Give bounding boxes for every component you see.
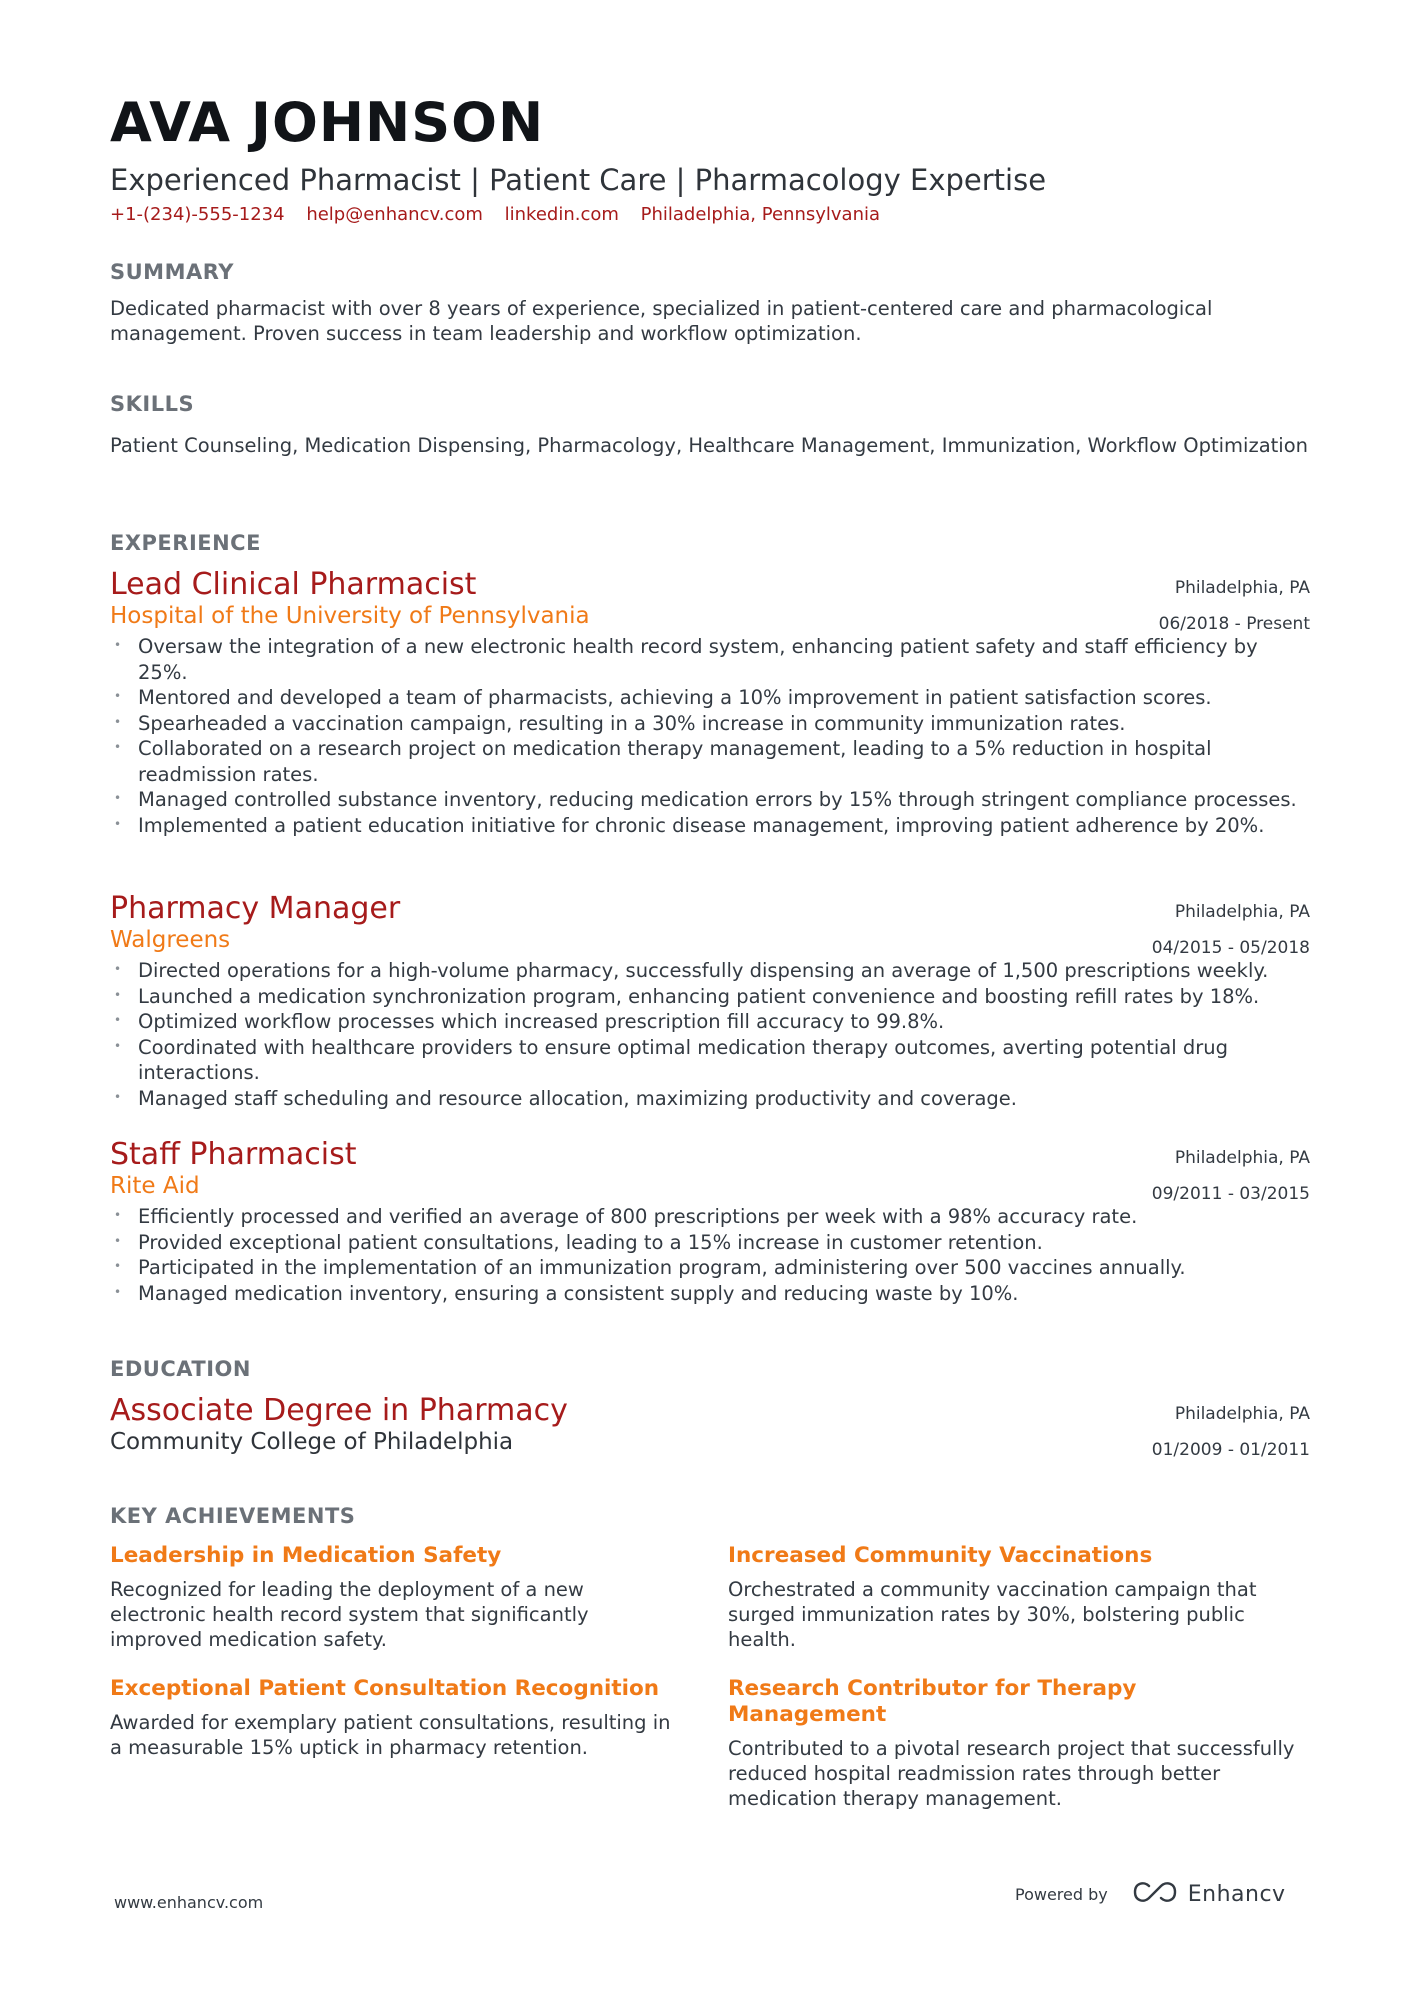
- education-location: Philadelphia, PA: [1174, 1404, 1310, 1424]
- summary-text: Dedicated pharmacist with over 8 years of experience, specialized in patient-centered care and pharmacological management. Proven success in team leadership and workflow optimization.: [110, 297, 1213, 345]
- list-item: • Participated in the implementation of an immunization program, administering over 500 vaccines annually.: [110, 1255, 1310, 1281]
- job-dates: 04/2015 - 05/2018: [1151, 938, 1310, 958]
- achievement-desc: Contributed to a pivotal research project that successfully reduced hospital readmission rates through better medication therapy management.: [728, 1736, 1295, 1810]
- list-item: • Mentored and developed a team of pharmacists, achieving a 10% improvement in patient satisfaction scores.: [110, 685, 1310, 711]
- achievement-item: [110, 1676, 680, 1760]
- skills-text: Patient Counseling, Medication Dispensing, Pharmacology, Healthcare Management, Immunization, Workflow Optimization: [110, 434, 1308, 457]
- job-location: Philadelphia, PA: [1174, 1148, 1310, 1168]
- achievement-item: [110, 1543, 680, 1652]
- achievements-heading: KEY ACHIEVEMENTS: [110, 1504, 356, 1528]
- education-dates: 01/2009 - 01/2011: [1151, 1440, 1310, 1460]
- list-item: • Launched a medication synchronization program, enhancing patient convenience and boosting refill rates by 18%.: [110, 984, 1310, 1010]
- achievement-title: Research Contributor for Therapy Management: [728, 1676, 1137, 1727]
- job-location: Philadelphia, PA: [1174, 578, 1310, 598]
- list-item: • Spearheaded a vaccination campaign, resulting in a 30% increase in community immunization rates.: [110, 711, 1310, 737]
- degree-title: Associate Degree in Pharmacy: [110, 1393, 568, 1428]
- enhancv-logo-icon: [1132, 1880, 1178, 1908]
- education-entry: [110, 1393, 1310, 1460]
- job-dates: 06/2018 - Present: [1158, 614, 1310, 634]
- job-company: Rite Aid: [110, 1172, 200, 1199]
- list-item: • Coordinated with healthcare providers to ensure optimal medication therapy outcomes, averting potential drug interactions.: [110, 1035, 1310, 1086]
- education-heading: EDUCATION: [110, 1357, 251, 1381]
- job-entry-2: [110, 892, 1310, 1111]
- achievement-desc: Recognized for leading the deployment of a new electronic health record system that significantly improved medication safety.: [110, 1577, 589, 1651]
- contact-location: Philadelphia, Pennsylvania: [640, 204, 881, 225]
- job-title: Pharmacy Manager: [110, 891, 401, 926]
- list-item: • Efficiently processed and verified an average of 800 prescriptions per week with a 98% accuracy rate.: [110, 1204, 1310, 1230]
- job-bullets: [110, 958, 1310, 1111]
- job-meta: [1152, 1140, 1310, 1212]
- job-meta: [1152, 894, 1310, 966]
- list-item: • Managed controlled substance inventory, reducing medication errors by 15% through stringent compliance processes.: [110, 787, 1310, 813]
- job-bullets: [110, 1204, 1310, 1306]
- achievement-desc: Orchestrated a community vaccination campaign that surged immunization rates by 30%, bolstering public health.: [728, 1577, 1257, 1651]
- achievement-desc: Awarded for exemplary patient consultations, resulting in a measurable 15% uptick in pharmacy retention.: [110, 1710, 671, 1759]
- achievement-item: [728, 1543, 1298, 1652]
- job-company: Hospital of the University of Pennsylvania: [110, 602, 590, 629]
- list-item: • Provided exceptional patient consultations, leading to a 15% increase in customer retention.: [110, 1230, 1310, 1256]
- brand-name: Enhancv: [1187, 1881, 1286, 1907]
- job-dates: 09/2011 - 03/2015: [1151, 1184, 1310, 1204]
- education-meta: [1152, 1396, 1310, 1468]
- candidate-headline: Experienced Pharmacist | Patient Care | Pharmacology Expertise: [110, 163, 1047, 197]
- powered-by-label: Powered by: [1015, 1884, 1108, 1904]
- school-name: Community College of Philadelphia: [110, 1428, 514, 1455]
- job-bullets: [110, 634, 1310, 838]
- job-company: Walgreens: [110, 926, 231, 953]
- candidate-name: AVA JOHNSON: [110, 91, 545, 154]
- achievement-title: Exceptional Patient Consultation Recognition: [110, 1676, 660, 1701]
- job-location: Philadelphia, PA: [1174, 902, 1310, 922]
- list-item: • Optimized workflow processes which increased prescription fill accuracy to 99.8%.: [110, 1009, 1310, 1035]
- footer-website[interactable]: www.enhancv.com: [114, 1893, 264, 1912]
- list-item: • Managed medication inventory, ensuring a consistent supply and reducing waste by 10%.: [110, 1281, 1310, 1307]
- experience-heading: EXPERIENCE: [110, 531, 261, 555]
- contact-line: [110, 204, 896, 225]
- achievement-item: [728, 1676, 1298, 1811]
- job-title: Staff Pharmacist: [110, 1137, 357, 1172]
- list-item: • Managed staff scheduling and resource allocation, maximizing productivity and coverage.: [110, 1086, 1310, 1112]
- contact-phone[interactable]: +1-(234)-555-1234: [110, 204, 285, 225]
- job-title: Lead Clinical Pharmacist: [110, 567, 477, 602]
- job-entry-3: [110, 1138, 1310, 1306]
- achievement-title: Leadership in Medication Safety: [110, 1543, 502, 1568]
- list-item: • Directed operations for a high-volume pharmacy, successfully dispensing an average of 1,500 prescriptions weekly.: [110, 958, 1310, 984]
- list-item: • Implemented a patient education initiative for chronic disease management, improving patient adherence by 20%.: [110, 813, 1310, 839]
- list-item: • Collaborated on a research project on medication therapy management, leading to a 5% reduction in hospital readmission rates.: [110, 736, 1310, 787]
- contact-email[interactable]: help@enhancv.com: [306, 204, 483, 225]
- contact-linkedin[interactable]: linkedin.com: [504, 204, 619, 225]
- achievement-title: Increased Community Vaccinations: [728, 1543, 1153, 1568]
- skills-heading: SKILLS: [110, 392, 195, 416]
- summary-heading: SUMMARY: [110, 260, 234, 284]
- footer-branding: [1015, 1880, 1286, 1908]
- job-entry-1: [110, 568, 1310, 838]
- list-item: • Oversaw the integration of a new electronic health record system, enhancing patient safety and staff efficiency by 25%.: [110, 634, 1310, 685]
- job-meta: [1159, 570, 1310, 642]
